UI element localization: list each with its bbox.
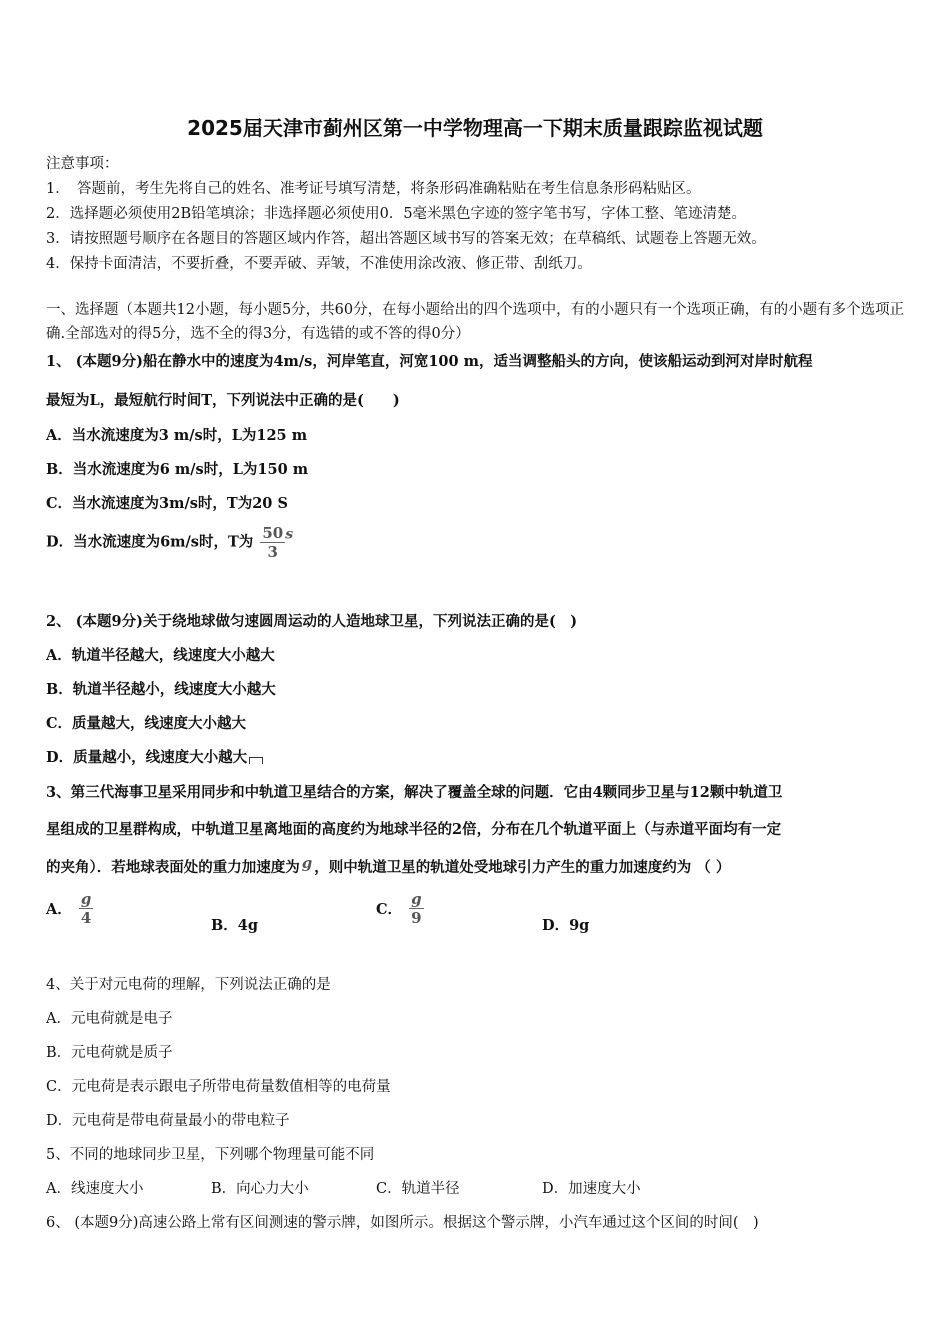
notice-item: 4．保持卡面清洁，不要折叠，不要弄破、弄皱，不准使用涂改液、修正带、刮纸刀。 <box>46 256 592 272</box>
q1-option-d <box>46 524 293 561</box>
q3-option-c-fraction <box>409 890 424 927</box>
q4-option-c: C．元电荷是表示跟电子所带电荷量数值相等的电荷量 <box>46 1079 391 1095</box>
q4-stem: 4、关于对元电荷的理解，下列说法正确的是 <box>46 977 331 993</box>
q6-stem: 6、 (本题9分)高速公路上常有区间测速的警示牌，如图所示。根据这个警示牌，小汽车通过这个区间的时间( ) <box>46 1215 759 1231</box>
q1-stem: 1、 (本题9分)船在静水中的速度为4m/s，河岸笔直，河宽100 m，适当调整船头的方向，使该船运动到河对岸时航程 <box>46 353 813 370</box>
q2-option-d-text: D．质量越小，线速度大小越大 <box>46 749 248 766</box>
fraction-numerator: g <box>80 890 92 908</box>
q5-option-c: C．轨道半径 <box>376 1181 460 1197</box>
gravity-symbol: g <box>301 854 313 872</box>
notice-heading: 注意事项： <box>46 156 119 172</box>
q1-option-d-unit: s <box>285 526 294 543</box>
q3-stem: 星组成的卫星群构成，中轨道卫星离地面的高度约为地球半径的2倍，分布在几个轨道平面上（与赤道平面均有一定 <box>46 821 782 838</box>
q4-option-d: D．元电荷是带电荷量最小的带电粒子 <box>46 1113 290 1129</box>
fraction-denominator: 3 <box>267 543 278 561</box>
q5-stem: 5、不同的地球同步卫星，下列哪个物理量可能不同 <box>46 1147 375 1163</box>
q3-option-b: B．4g <box>211 917 258 934</box>
q1-option-b: B．当水流速度为6 m/s时，L为150 m <box>46 461 309 478</box>
q3-stem: 3、第三代海事卫星采用同步和中轨道卫星结合的方案，解决了覆盖全球的问题．它由4颗同步卫星与12颗中轨道卫 <box>46 784 783 801</box>
q1-stem: 最短为L，最短航行时间T，下列说法中正确的是( ) <box>46 392 400 409</box>
q3-option-a <box>46 890 93 927</box>
fraction-numerator: 50 <box>262 524 284 542</box>
q3-stem-text: ，则中轨道卫星的轨道处受地球引力产生的重力加速度约为 （ ） <box>314 859 731 876</box>
q3-stem <box>46 854 730 877</box>
fraction-denominator: 9 <box>411 909 422 927</box>
q4-option-b: B．元电荷就是质子 <box>46 1045 173 1061</box>
q1-option-d-text: D．当水流速度为6m/s时，T为 <box>46 533 254 551</box>
q3-option-c-label: C． <box>376 901 403 918</box>
q3-stem-text: 的夹角）．若地球表面处的重力加速度为 <box>46 859 300 876</box>
notice-item: 3．请按照题号顺序在各题目的答题区域内作答，超出答题区域书写的答案无效；在草稿纸、试题卷上答题无效。 <box>46 231 766 247</box>
page-title: 2025届天津市蓟州区第一中学物理高一下期末质量跟踪监视试题 <box>187 116 763 140</box>
q5-option-a: A．线速度大小 <box>46 1181 144 1197</box>
q3-option-a-fraction <box>79 890 94 927</box>
q3-option-a-label: A． <box>46 901 72 918</box>
editor-mark-icon <box>249 757 263 764</box>
q2-option-c: C．质量越大，线速度大小越大 <box>46 715 247 732</box>
q2-option-a: A．轨道半径越大，线速度大小越大 <box>46 647 275 664</box>
q5-option-b: B．向心力大小 <box>211 1181 309 1197</box>
q3-option-c <box>376 890 424 927</box>
q2-stem: 2、 (本题9分)关于绕地球做匀速圆周运动的人造地球卫星，下列说法正确的是( ) <box>46 613 578 630</box>
notice-item: 2．选择题必须使用2B铅笔填涂；非选择题必须使用0．5毫米黑色字迹的签字笔书写，字体工整、笔迹清楚。 <box>46 206 747 222</box>
q2-option-b: B．轨道半径越小，线速度大小越大 <box>46 681 276 698</box>
fraction-numerator: g <box>411 890 422 908</box>
q3-option-d: D．9g <box>542 917 590 934</box>
q1-option-c: C．当水流速度为3m/s时，T为20 S <box>46 495 288 512</box>
fraction-denominator: 4 <box>80 909 92 927</box>
q1-option-a: A．当水流速度为3 m/s时，L为125 m <box>46 427 308 444</box>
q2-option-d <box>46 746 263 767</box>
q5-option-d: D．加速度大小 <box>542 1181 641 1197</box>
notice-item: 1． 答题前，考生先将自己的姓名、准考证号填写清楚，将条形码准确粘贴在考生信息条形码粘贴区。 <box>46 181 701 197</box>
section-intro: 一、选择题（本题共12小题，每小题5分，共60分，在每小题给出的四个选项中，有的小题只有一个选项正确，有的小题有多个选项正确.全部选对的得5分，选不全的得3分，有选错的或不答的得0分） <box>46 302 905 342</box>
q4-option-a: A．元电荷就是电子 <box>46 1011 173 1027</box>
q1-option-d-fraction <box>260 524 285 561</box>
